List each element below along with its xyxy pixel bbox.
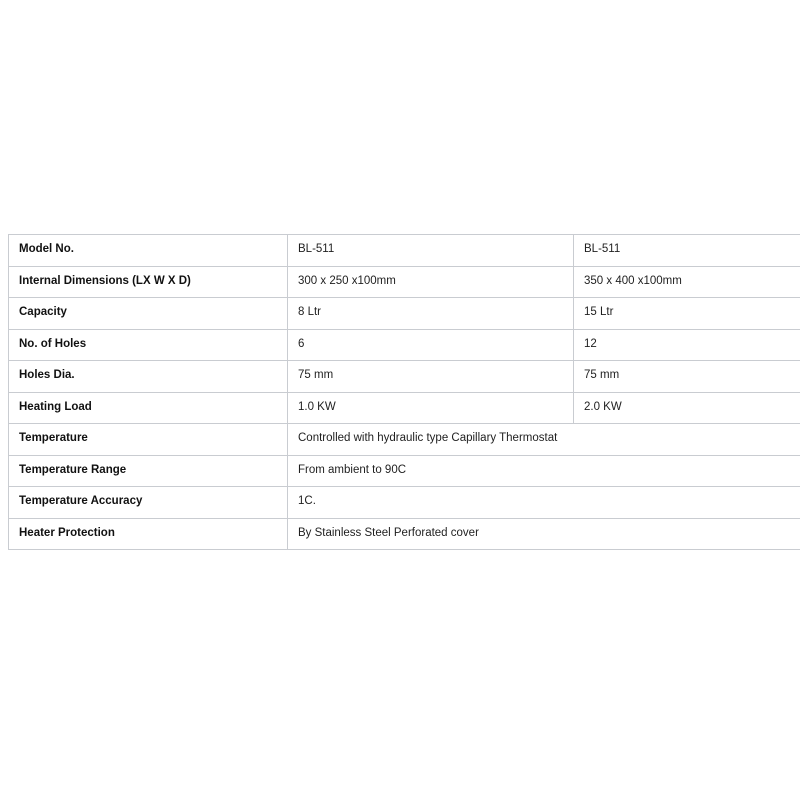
row-value-1: 1C. <box>288 487 800 519</box>
row-value-1: BL-511 <box>288 235 574 267</box>
specification-table-body <box>9 235 800 550</box>
row-value-1: 8 Ltr <box>288 298 574 330</box>
table-row <box>9 298 800 330</box>
row-label: Model No. <box>9 235 288 267</box>
table-row <box>9 487 800 519</box>
row-label: Temperature Accuracy <box>9 487 288 519</box>
specification-table-container <box>8 234 792 550</box>
row-value-1: From ambient to 90C <box>288 455 800 487</box>
row-label: Internal Dimensions (LX W X D) <box>9 266 288 298</box>
table-row <box>9 455 800 487</box>
row-label: Heating Load <box>9 392 288 424</box>
row-value-1: 75 mm <box>288 361 574 393</box>
specification-table <box>8 234 800 550</box>
row-label: Capacity <box>9 298 288 330</box>
table-row <box>9 329 800 361</box>
table-row <box>9 361 800 393</box>
row-value-2: 75 mm <box>574 361 800 393</box>
row-label: Temperature <box>9 424 288 456</box>
row-value-2: 350 x 400 x100mm <box>574 266 800 298</box>
row-value-1: Controlled with hydraulic type Capillary Thermostat <box>288 424 800 456</box>
row-value-2: 2.0 KW <box>574 392 800 424</box>
row-label: Heater Protection <box>9 518 288 550</box>
row-label: Holes Dia. <box>9 361 288 393</box>
table-row <box>9 266 800 298</box>
row-label: No. of Holes <box>9 329 288 361</box>
table-row <box>9 518 800 550</box>
table-row <box>9 424 800 456</box>
table-row <box>9 392 800 424</box>
row-value-1: 300 x 250 x100mm <box>288 266 574 298</box>
row-value-1: By Stainless Steel Perforated cover <box>288 518 800 550</box>
row-value-2: BL-511 <box>574 235 800 267</box>
table-row <box>9 235 800 267</box>
row-value-1: 1.0 KW <box>288 392 574 424</box>
row-label: Temperature Range <box>9 455 288 487</box>
row-value-2: 15 Ltr <box>574 298 800 330</box>
row-value-2: 12 <box>574 329 800 361</box>
row-value-1: 6 <box>288 329 574 361</box>
